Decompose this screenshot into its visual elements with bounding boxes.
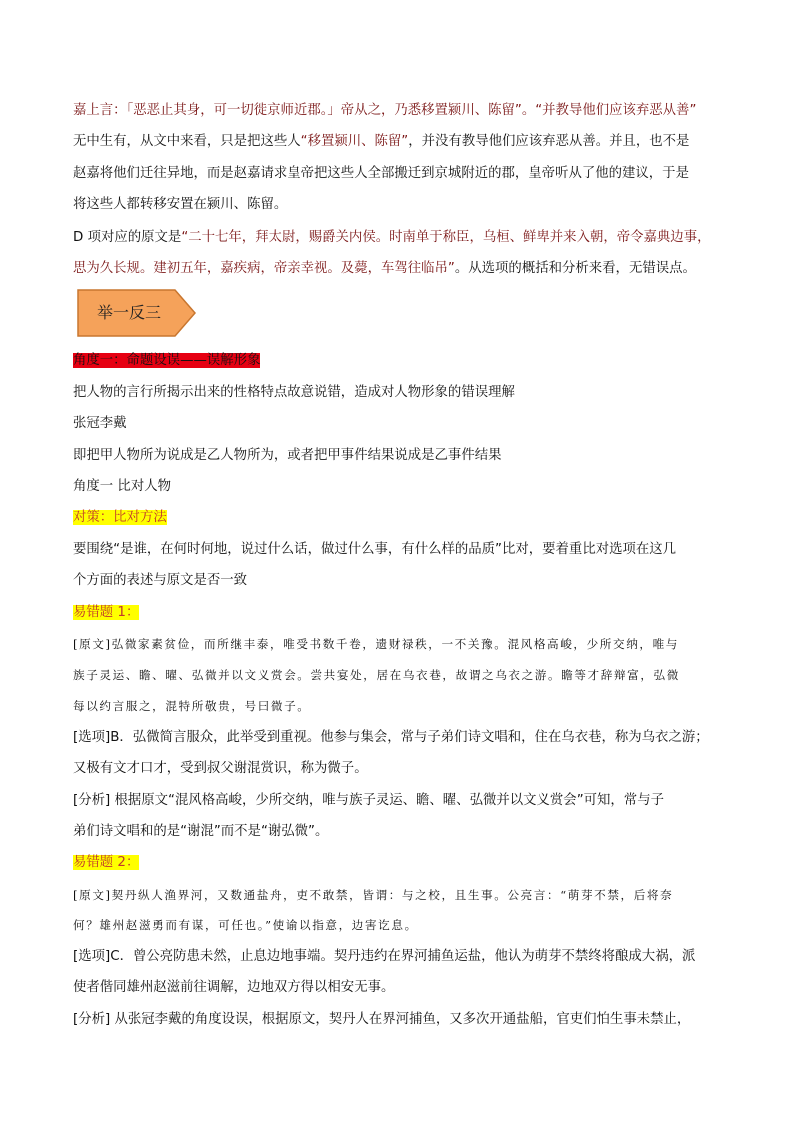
quote-text: “移置颍川、陈留”: [300, 134, 409, 149]
q1-xuanxiang-line1: [选项]B．弘微简言服众，此举受到重视。他参与集会，常与子弟们诗文唱和，住在乌衣巷，称为乌衣之游；: [73, 730, 709, 745]
q1-fenxi-line2: 弟们诗文唱和的是“谢混”而不是“谢弘微”。: [73, 824, 329, 839]
para1-line2: [73, 132, 689, 152]
desc-line1: 把人物的言行所揭示出来的性格特点故意说错，造成对人物形象的错误理解: [73, 385, 515, 400]
desc-line3: 即把甲人物所为说成是乙人物所为，或者把甲事件结果说成是乙事件结果: [73, 448, 502, 463]
q2-yuanwen-line2: 何？雄州赵滋勇而有谋，可任也。”使谕以指意，边害讫息。: [73, 918, 418, 932]
quote-text: 嘉上言：「恶恶止其身，可一切徙京师近郡。」帝从之，乃悉移置颍川、陈留”。: [73, 103, 536, 118]
q1-yuanwen-line3: 每以约言服之，混特所敬贵，号曰微子。: [73, 699, 311, 713]
q1-yuanwen-line1: [原文]弘微家素贫俭，而所继丰泰，唯受书数千卷，遗财禄秩，一不关豫。混风格高峻，少所交纳，唯与: [73, 637, 679, 651]
body-text: 无中生有，从文中来看，只是把这些人: [73, 134, 301, 149]
quote-text: 思为久长规。建初五年，嘉疾病，帝亲幸视。及薨，车驾往临吊”: [73, 261, 455, 276]
strategy-line2: 个方面的表述与原文是否一致: [73, 573, 248, 588]
q2-xuanxiang-line1: [选项]C．曾公亮防患未然，止息边地事端。契丹违约在界河捕鱼运盐，他认为萌芽不禁终将酿成大祸，派: [73, 949, 696, 964]
q1-xuanxiang-line2: 又极有文才口才，受到叔父谢混赏识，称为微子。: [73, 761, 368, 776]
para1-line4: 将这些人都转移安置在颍川、陈留。: [73, 197, 288, 212]
para2-line1: [73, 228, 710, 248]
body-text: 。从选项的概括和分析来看，无错误点。: [454, 261, 696, 276]
desc-line4: 角度一 比对人物: [73, 479, 171, 494]
q2-yuanwen-line1: [原文]契丹纵人渔界河，又数通盐舟，吏不敢禁，皆谓：与之校，且生事。公亮言：“萌芽不禁，后将奈: [73, 888, 674, 902]
para2-line2: [73, 259, 696, 279]
angle-heading-text: ——误解形象: [180, 353, 261, 368]
q1-title-text: 易错题 1：: [73, 605, 140, 620]
para1-line3: 赵嘉将他们迁往异地，而是赵嘉请求皇帝把这些人全部搬迁到京城附近的郡，皇帝听从了他的建议，于是: [73, 166, 689, 181]
q2-fenxi-line1: [分析] 从张冠李戴的角度设误，根据原文，契丹人在界河捕鱼，又多次开通盐船，官吏们怕生事未禁止，: [73, 1012, 691, 1027]
body-text: D 项对应的原文是: [73, 230, 182, 245]
quote-text: “二十七年，拜太尉，赐爵关内侯。时南单于称臣，乌桓、鲜卑并来入朝，帝令嘉典边事，: [181, 230, 711, 245]
q2-title-text: 易错题 2：: [73, 855, 140, 870]
angle-heading: [73, 351, 260, 371]
section-badge: [77, 289, 197, 337]
desc-line2: 张冠李戴: [73, 416, 127, 431]
quote-text: “并教导他们应该弃恶从善”: [535, 103, 697, 118]
q1-title: [73, 603, 139, 623]
strategy-heading: [73, 508, 167, 528]
q2-xuanxiang-line2: 使者偕同雄州赵滋前往调解，边地双方得以相安无事。: [73, 980, 395, 995]
badge-label: 举一反三: [96, 303, 161, 322]
strategy-line1: 要围绕“是谁，在何时何地，说过什么话，做过什么事，有什么样的品质”比对，要着重比对选项在这几: [73, 542, 677, 557]
para1-line1: [73, 101, 696, 121]
q1-yuanwen-line2: 族子灵运、瞻、曜、弘微并以文义赏会。尝共宴处，居在乌衣巷，故谓之乌衣之游。瞻等才辞辩富，弘微: [73, 668, 680, 682]
q1-fenxi-line1: [分析] 根据原文“混风格高峻，少所交纳，唯与族子灵运、瞻、曜、弘微并以文义赏会”可知，常与子: [73, 793, 664, 808]
body-text: ，并没有教导他们应该弃恶从善。并且，也不是: [408, 134, 690, 149]
angle-heading-text: 角度一：命题设误: [73, 353, 181, 368]
strategy-text: 对策：比对方法: [73, 510, 167, 525]
q2-title: [73, 853, 139, 873]
